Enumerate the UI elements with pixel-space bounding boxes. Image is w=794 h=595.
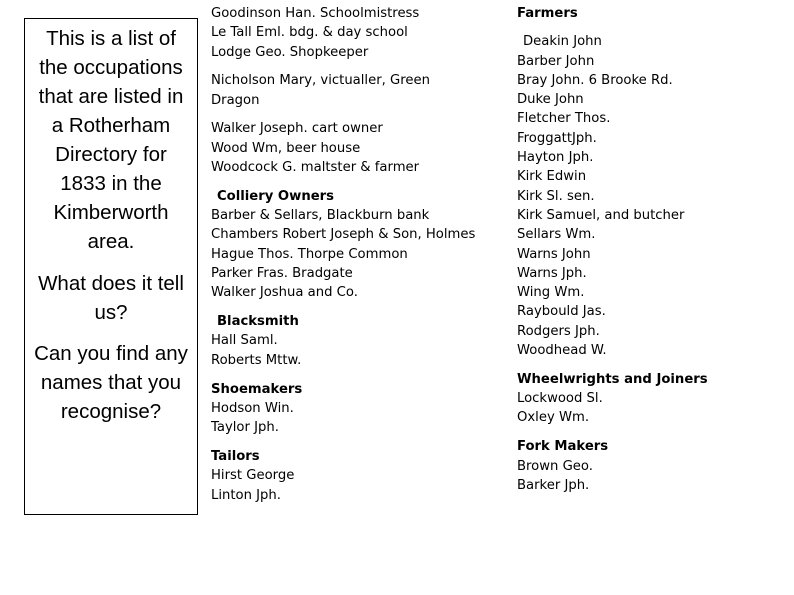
section-heading: Fork Makers xyxy=(517,439,609,455)
directory-entry: Wood Wm, beer house xyxy=(211,140,361,156)
directory-entry: FroggattJph. xyxy=(517,130,597,146)
directory-entry: Woodhead W. xyxy=(517,343,607,359)
directory-entry: Woodcock G. maltster & farmer xyxy=(211,160,420,176)
entry-group xyxy=(211,71,511,110)
directory-entry: Oxley Wm. xyxy=(517,410,590,426)
directory-entry: Duke John xyxy=(517,92,584,108)
directory-entry: Kirk Sl. sen. xyxy=(517,188,595,204)
section-heading: Shoemakers xyxy=(211,381,303,397)
directory-entry: Dragon xyxy=(211,92,260,108)
tailors-section xyxy=(211,447,511,505)
directory-entry: Hirst George xyxy=(211,468,295,484)
directory-entry: Kirk Edwin xyxy=(517,169,587,185)
directory-entry: Barber John xyxy=(517,53,595,69)
directory-entry: Lodge Geo. Shopkeeper xyxy=(211,44,369,60)
directory-entry: Goodinson Han. Schoolmistress xyxy=(211,6,420,21)
directory-entry: Sellars Wm. xyxy=(517,227,596,243)
directory-entry: Chambers Robert Joseph & Son, Holmes xyxy=(211,227,476,243)
question-paragraph-names: Can you find any names that you recognise? xyxy=(34,342,188,423)
directory-entry: Barker Jph. xyxy=(517,477,590,493)
directory-entry: Le Tall Eml. bdg. & day school xyxy=(211,25,408,41)
directory-entry: Parker Fras. Bradgate xyxy=(211,266,353,282)
directory-column-1 xyxy=(211,4,511,514)
directory-entry: Barber & Sellars, Blackburn bank xyxy=(211,208,430,224)
question-paragraph: What does it tell us? xyxy=(38,272,184,324)
directory-entry: Hall Saml. xyxy=(211,333,278,349)
directory-entry: Warns John xyxy=(517,246,591,262)
directory-entry: Warns Jph. xyxy=(517,265,587,281)
farmers-section xyxy=(517,4,787,360)
entry-group xyxy=(211,119,511,177)
directory-entry: Hayton Jph. xyxy=(517,150,594,166)
section-heading: Wheelwrights and Joiners xyxy=(517,371,708,387)
directory-entry: Kirk Samuel, and butcher xyxy=(517,207,685,223)
directory-entry: Taylor Jph. xyxy=(211,420,279,436)
directory-entry: Hague Thos. Thorpe Common xyxy=(211,246,408,262)
intro-box xyxy=(24,18,198,515)
directory-entry: Linton Jph. xyxy=(211,487,281,503)
directory-entry: Bray John. 6 Brooke Rd. xyxy=(517,72,673,88)
directory-entry: Brown Geo. xyxy=(517,458,593,474)
directory-entry: Deakin John xyxy=(523,34,602,50)
directory-entry: Walker Joshua and Co. xyxy=(211,285,358,301)
section-heading: Tailors xyxy=(211,448,260,464)
directory-entry: Fletcher Thos. xyxy=(517,111,611,127)
entry-group xyxy=(211,4,511,62)
intro-paragraph: This is a list of the occupations that are listed in a Rotherham Directory for 1833 in the Kimberworth area. xyxy=(38,27,184,253)
directory-entry: Roberts Mttw. xyxy=(211,352,302,368)
directory-entry: Walker Joseph. cart owner xyxy=(211,121,383,137)
section-heading: Farmers xyxy=(517,6,578,21)
colliery-owners-section xyxy=(211,187,511,303)
directory-column-2 xyxy=(517,4,787,505)
wheelwrights-section xyxy=(517,370,787,428)
directory-entry: Lockwood Sl. xyxy=(517,391,603,407)
directory-entry: Nicholson Mary, victualler, Green xyxy=(211,73,430,89)
fork-makers-section xyxy=(517,437,787,495)
shoemakers-section xyxy=(211,380,511,438)
section-heading: Colliery Owners xyxy=(217,188,335,204)
directory-entry: Hodson Win. xyxy=(211,400,294,416)
directory-entry: Raybould Jas. xyxy=(517,304,606,320)
directory-entry: Wing Wm. xyxy=(517,285,585,301)
blacksmith-section xyxy=(211,312,511,370)
directory-entry: Rodgers Jph. xyxy=(517,323,600,339)
section-heading: Blacksmith xyxy=(217,314,299,330)
